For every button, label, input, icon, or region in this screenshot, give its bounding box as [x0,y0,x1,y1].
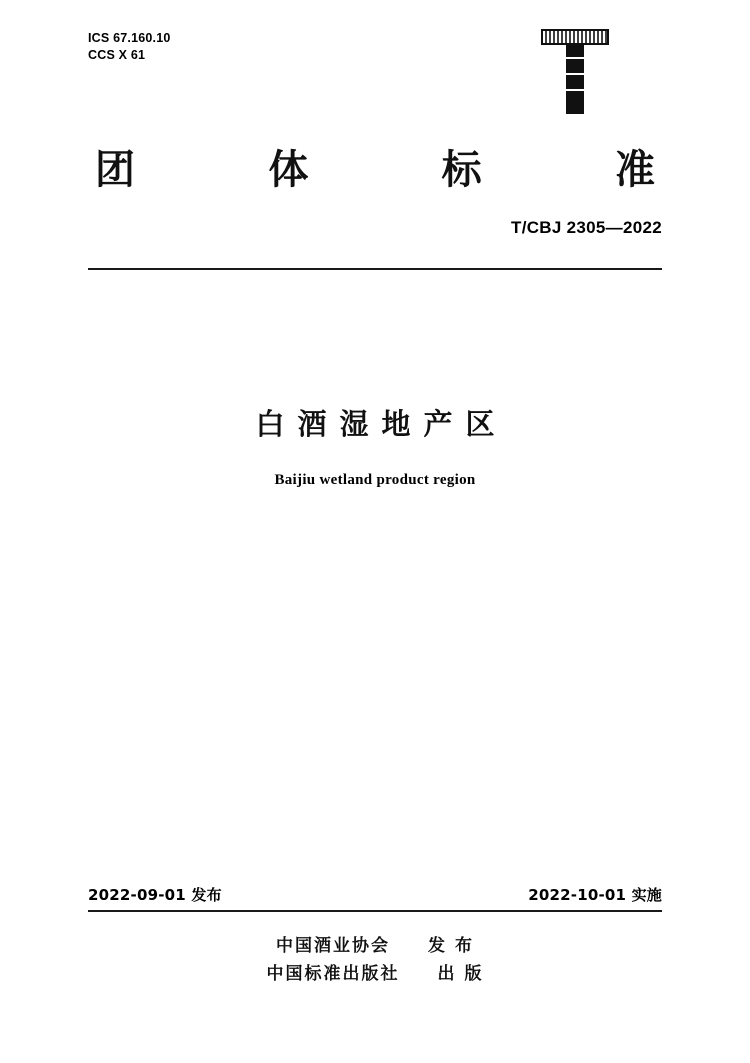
date-row [88,884,662,905]
standard-number: T/CBJ 2305—2022 [511,218,662,237]
ccs-code: CCS X 61 [88,47,146,62]
publisher-issuer: 中国酒业协会 发 布 [276,936,474,956]
t-logo-icon [540,28,610,114]
publisher-press: 中国标准出版社 出 版 [266,964,484,985]
heading-char-2: 体 [268,147,309,193]
ics-code: ICS 67.160.10 [88,31,171,45]
effective-date: 2022-10-01 实施 [528,886,662,904]
issue-date: 2022-09-01 发布 [88,886,222,904]
document-type-heading [95,138,655,195]
footer-divider [88,910,662,912]
page-title: 白酒湿地产区 [255,407,508,441]
heading-char-4: 准 [614,147,655,193]
publisher-block [0,932,750,988]
header-divider [88,268,662,270]
page-title-english: Baijiu wetland product region [274,472,476,488]
heading-char-1: 团 [95,147,135,193]
classification-meta [88,30,171,64]
heading-char-3: 标 [441,147,482,193]
